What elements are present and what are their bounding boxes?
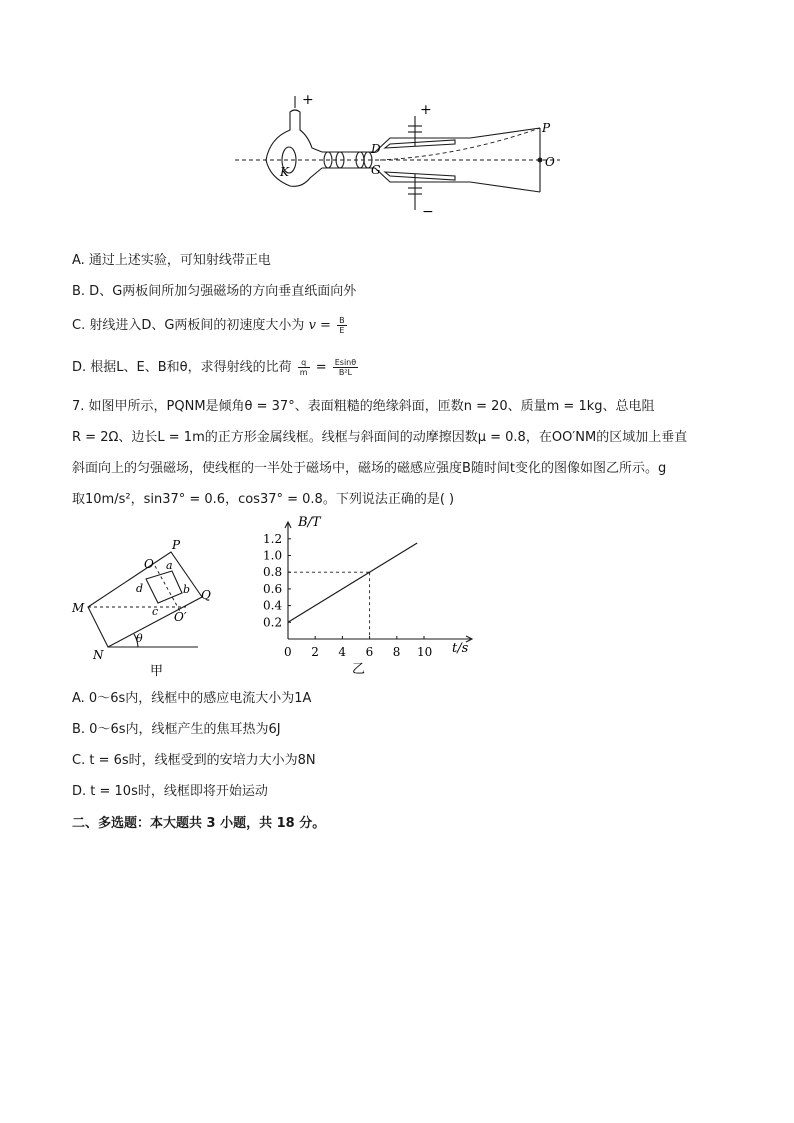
label-d: d: [136, 582, 144, 595]
label-D: D: [371, 142, 381, 156]
label-a: a: [166, 559, 173, 572]
q6-option-a: A. 通过上述实验，可知射线带正电: [72, 253, 271, 268]
fraction-numerator: B: [339, 316, 345, 325]
q7-stem-line-3: 斜面向上的匀强磁场，使线框的一半处于磁场中，磁场的磁感应强度B随时间t变化的图像如图乙所示。g: [72, 461, 667, 476]
x-tick-label: 10: [417, 645, 433, 659]
q6-option-c-fraction: [337, 316, 347, 335]
b-t-chart-yi: [258, 512, 483, 682]
q7-option-d: D. t = 10s时，线框即将开始运动: [72, 784, 268, 799]
q6-option-d-text: D. 根据L、E、B和θ，求得射线的比荷: [72, 360, 292, 375]
q7-option-b: B. 0～6s内，线框产生的焦耳热为6J: [72, 722, 281, 737]
q7-stem-line-2: R = 2Ω、边长L = 1m的正方形金属线框。线框与斜面间的动摩擦因数μ = 0.8，在OO′NM的区域加上垂直: [72, 430, 688, 445]
q6-option-c-v: v =: [308, 318, 331, 333]
b-t-series-line: [288, 543, 417, 622]
label-c: c: [152, 605, 159, 618]
x-tick-label: 8: [392, 645, 401, 659]
q7-option-c: C. t = 6s时，线框受到的安培力大小为8N: [72, 753, 316, 768]
q6-option-c-text: C. 射线进入D、G两板间的初速度大小为: [72, 318, 305, 333]
fraction-numerator: Esinθ: [334, 358, 357, 367]
x-tick-label: 6: [365, 645, 374, 659]
section-2-heading: 二、多选题：本大题共 3 小题，共 18 分。: [72, 816, 326, 831]
label-O: O: [545, 155, 555, 169]
plus-label-right: +: [420, 102, 432, 118]
plus-label-top: +: [302, 92, 314, 108]
q7-stem-line-4: 取10m/s²，sin37° = 0.6，cos37° = 0.8。下列说法正确的是( ): [72, 492, 455, 507]
q6-option-c: [72, 316, 349, 335]
equals-sign: =: [315, 360, 327, 375]
label-Q: Q: [201, 588, 211, 602]
figure-caption-jia: 甲: [150, 664, 164, 679]
y-tick-label: 0.4: [263, 598, 283, 613]
cathode-ray-tube-figure: [230, 90, 570, 220]
label-M: M: [72, 601, 85, 615]
label-P: P: [172, 538, 181, 552]
y-tick-label: 0.6: [263, 581, 283, 596]
y-axis-label: B/T: [298, 515, 321, 530]
label-O-prime: O′: [174, 610, 187, 624]
x-tick-label: 2: [311, 645, 319, 659]
tick-label-origin: 0: [284, 645, 292, 659]
minus-label: −: [422, 204, 434, 220]
fraction-denominator: E: [339, 326, 345, 335]
label-theta: θ: [136, 632, 143, 645]
label-O: O: [144, 557, 154, 571]
label-N: N: [93, 648, 104, 662]
figure-caption-yi: 乙: [352, 662, 366, 677]
y-tick-label: 1.2: [263, 531, 283, 546]
label-K: K: [280, 165, 289, 179]
x-tick-label: 4: [338, 645, 347, 659]
y-tick-label: 1.0: [263, 548, 283, 563]
y-tick-label: 0.2: [263, 615, 283, 630]
fraction-numerator: q: [298, 358, 310, 368]
label-G: G: [371, 163, 381, 177]
fraction-denominator: B²L: [338, 368, 353, 377]
q6-option-d-left-fraction: [298, 358, 310, 377]
q6-option-b: B. D、G两板间所加匀强磁场的方向垂直纸面向外: [72, 284, 357, 299]
q7-stem-line-1: 7. 如图甲所示，PQNM是倾角θ = 37°、表面粗糙的绝缘斜面，匝数n = 20、质量m = 1kg、总电阻: [72, 399, 655, 414]
label-b: b: [183, 583, 191, 596]
label-P: P: [542, 121, 551, 135]
fraction-denominator: m: [299, 368, 308, 377]
y-tick-label: 0.8: [263, 565, 283, 580]
q7-option-a: A. 0～6s内，线框中的感应电流大小为1A: [72, 691, 312, 706]
q6-option-d: [72, 358, 360, 377]
x-axis-label: t/s: [452, 641, 469, 656]
incline-figure-jia: [66, 535, 226, 680]
q6-option-d-right-fraction: [333, 358, 358, 377]
